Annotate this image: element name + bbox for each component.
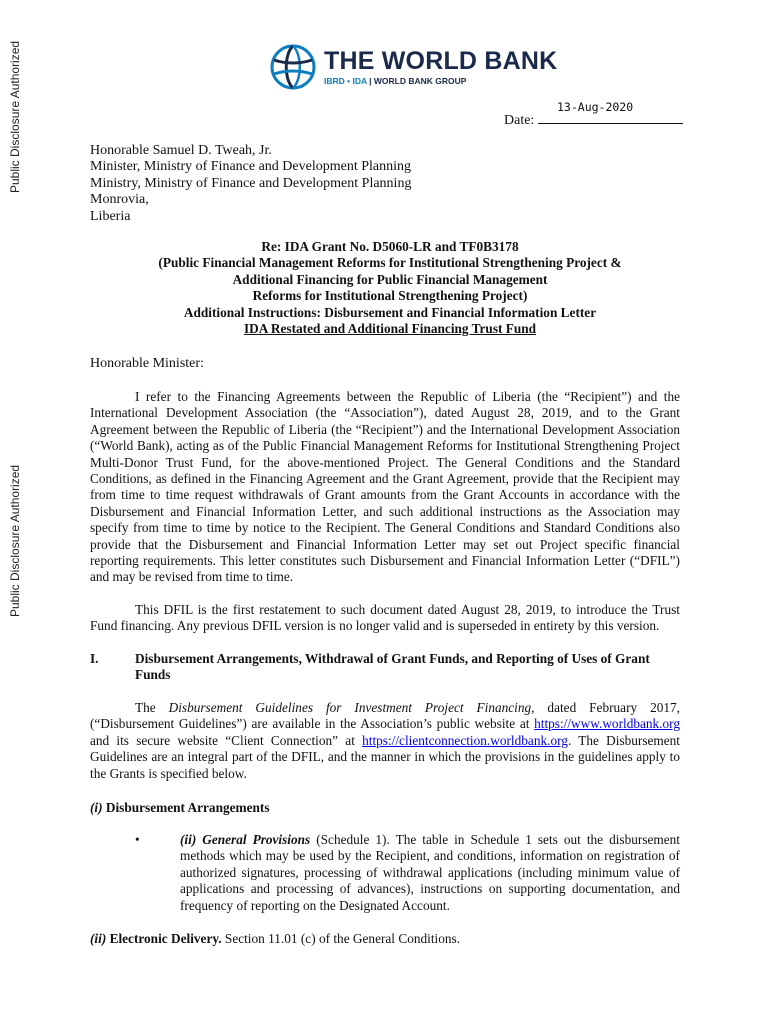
bullet-paragraph: (ii) General Provisions (Schedule 1). The table in Schedule 1 sets out the disbursement methods which may be used by the Recipient, and conditions, information on registration of authorized signatures, processing of withdrawal applications (including minimum value of applications and processing of advances), instructions on supporting documentation, and frequency of reporting on the Designated Account. xyxy=(180,832,680,913)
addressee-line: Honorable Samuel D. Tweah, Jr. xyxy=(90,143,272,158)
client-connection-link[interactable]: https://clientconnection.worldbank.org xyxy=(362,732,568,748)
date-line: Date: xyxy=(504,111,683,129)
world-bank-logo xyxy=(270,44,557,90)
section-heading xyxy=(90,651,680,684)
subheading: (i) Disbursement Arrangements xyxy=(90,800,270,815)
disclosure-label: Public Disclosure Authorized xyxy=(8,464,22,617)
addressee-line: Ministry, Ministry of Finance and Development Planning xyxy=(90,175,412,191)
logo-title: THE WORLD BANK xyxy=(324,47,558,75)
paragraph: This DFIL is the first restatement to such document dated August 28, 2019, to introduce the Trust Fund financing. Any previous DFIL version is no longer valid and is superseded in entirety by this version. xyxy=(90,602,680,634)
subject-line: Reforms for Institutional Strengthening Project) xyxy=(252,288,528,304)
disclosure-label: Public Disclosure Authorized xyxy=(8,40,22,193)
bullet-icon: • xyxy=(135,832,140,847)
subject-line: (Public Financial Management Reforms for Institutional Strengthening Project & xyxy=(158,255,622,271)
subject-line: Re: IDA Grant No. D5060-LR and TF0B3178 xyxy=(261,239,519,254)
addressee-block xyxy=(90,143,411,225)
subject-line: Additional Instructions: Disbursement and Financial Information Letter xyxy=(183,304,597,320)
paragraph: I refer to the Financing Agreements between the Republic of Liberia (the “Recipient”) and the International Development Association (the “Association”), dated August 28, 2019, and to the Grant Agreement between the Republic of Liberia (the “Recipient”) and the International Development Association (“World Bank), acting as of the Public Financial Management Reforms for Institutional Strengthening Project Multi-Donor Trust Fund, for the above-mentioned Project. The General Conditions and the Standard Conditions, as defined in the Financing Agreement and the Grant Agreement, provide that the Recipient may from time to time request withdrawals of Grant amounts from the Grant Accounts in accordance with the Disbursement and Financial Information Letter, and such additional instructions as the Association may specify from time to time by notice to the Recipient. The General Conditions and Standard Conditions also provide that the Disbursement and Financial Information Letter may set out Project specific financial reporting requirements. This letter constitutes such Disbursement and Financial Information Letter (“DFIL”) and may be revised from time to time. xyxy=(90,389,680,585)
subject-block xyxy=(90,239,690,337)
paragraph: The Disbursement Guidelines for Investment Project Financing, dated February 2017, (“Disbursement Guidelines”) are available in the Association’s public website at https://www.worldbank.org and its secure website “Client Connection” at https://clientconnection.worldbank.org. The Disbursement Guidelines are an integral part of the DFIL, and the manner in which the provisions in the guidelines apply to the Grants is specified below. xyxy=(90,700,681,781)
section-number: I. xyxy=(90,651,99,666)
globe-icon xyxy=(270,44,316,90)
subject-line: Additional Financing for Public Financial Management xyxy=(232,271,548,287)
subject-underlined: IDA Restated and Additional Financing Trust Fund xyxy=(243,321,537,337)
addressee-line: Liberia xyxy=(90,208,131,224)
salutation: Honorable Minister: xyxy=(90,356,204,371)
worldbank-link[interactable]: https://www.worldbank.org xyxy=(534,716,680,732)
date-stamp: 13-Aug-2020 xyxy=(557,100,634,114)
section-title: Disbursement Arrangements, Withdrawal of Grant Funds, and Reporting of Uses of Grant Funds xyxy=(135,651,650,683)
addressee-line: Minister, Ministry of Finance and Development Planning xyxy=(90,159,412,175)
logo-subtitle: IBRD • IDA | WORLD BANK GROUP xyxy=(324,76,467,86)
addressee-line: Monrovia, xyxy=(90,192,149,208)
subheading: (ii) Electronic Delivery. Section 11.01 (c) of the General Conditions. xyxy=(90,931,461,946)
